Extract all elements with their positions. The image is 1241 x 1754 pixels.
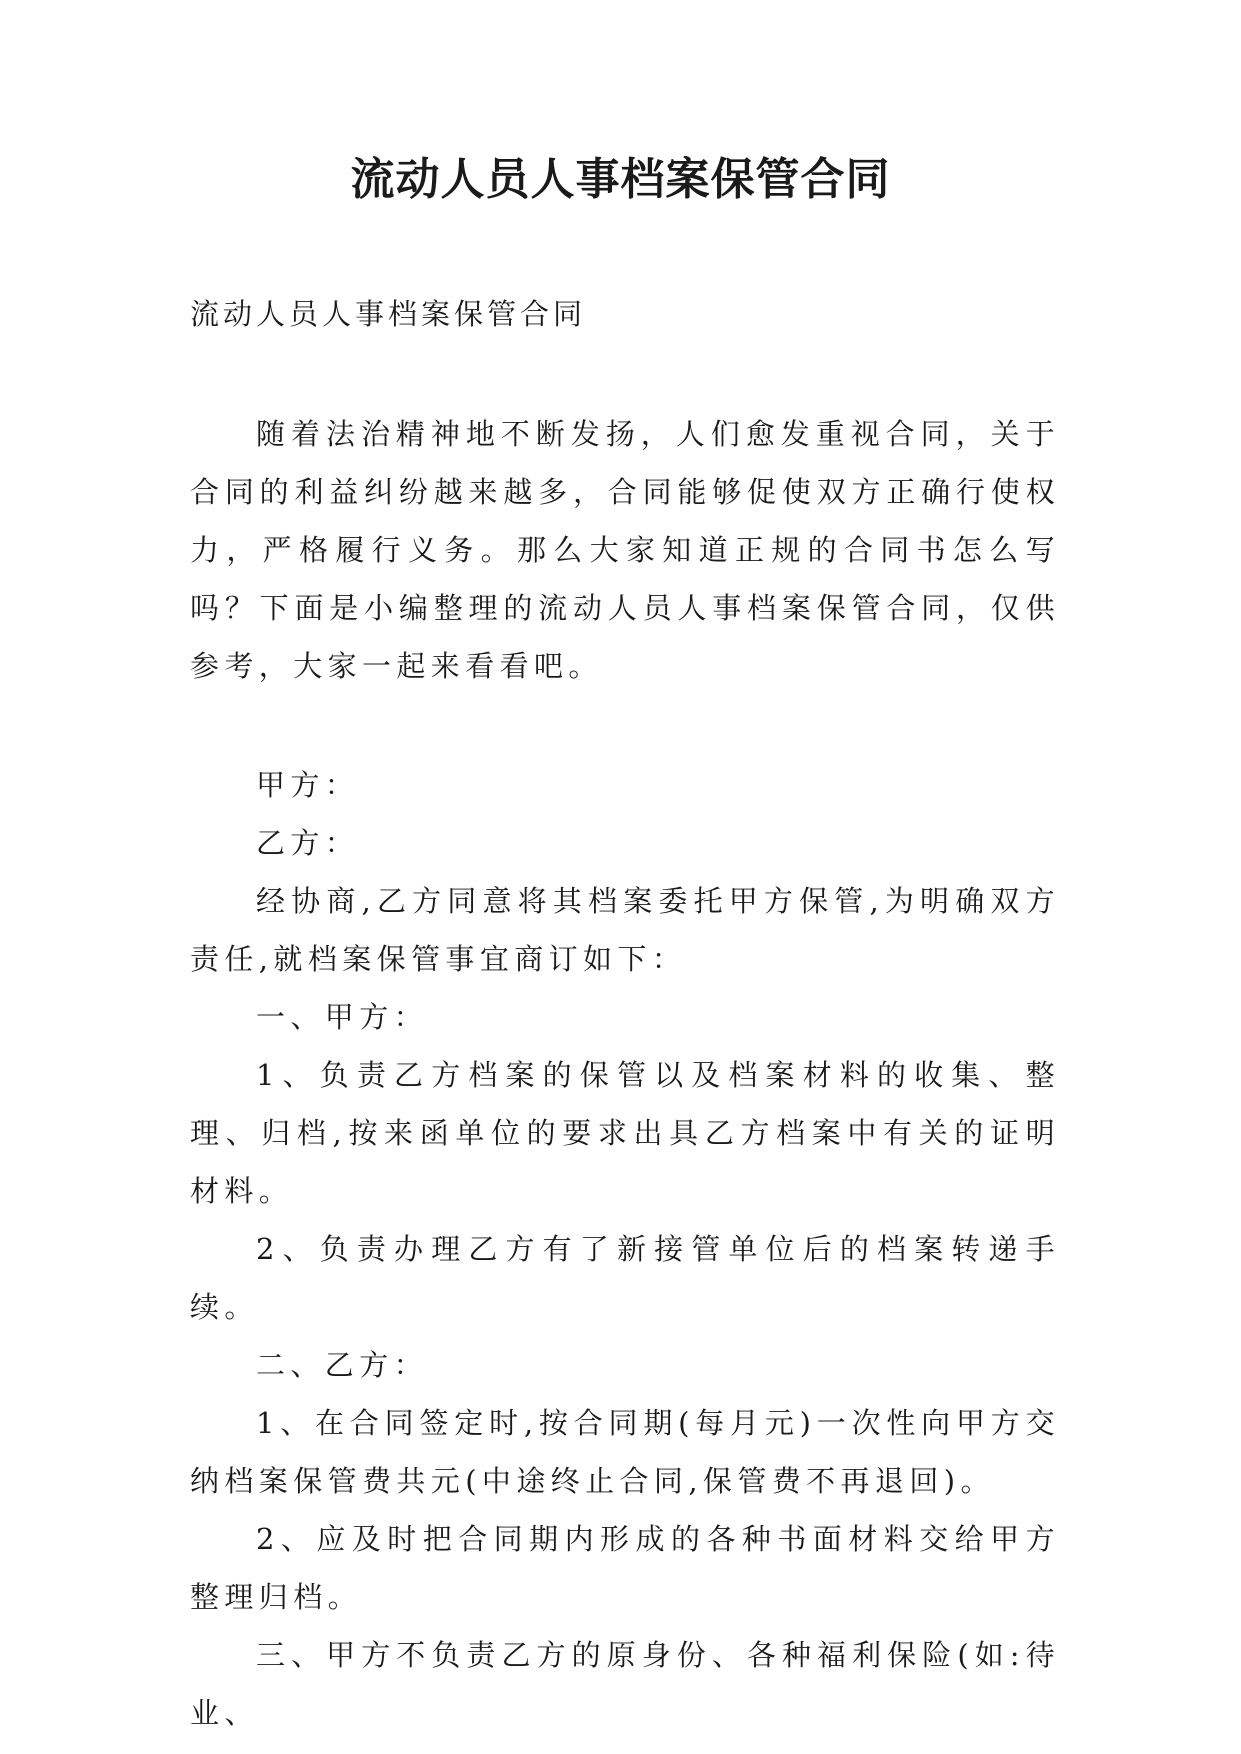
document-title: 流动人员人事档案保管合同 — [350, 154, 891, 205]
clause-paragraph: 1、在合同签定时,按合同期(每月元)一次性向甲方交纳档案保管费共元(中途终止合同,保管费不再退回)。 — [190, 1406, 1060, 1498]
party-b-line: 乙方： — [256, 826, 360, 860]
agreement-paragraph: 经协商,乙方同意将其档案委托甲方保管,为明确双方责任,就档案保管事宜商订如下： — [190, 884, 1060, 976]
clause-paragraph: 三、甲方不负责乙方的原身份、各种福利保险(如:待业、 — [190, 1638, 1060, 1730]
party-a-line: 甲方： — [256, 768, 360, 802]
clause-paragraph: 2、应及时把合同期内形成的各种书面材料交给甲方整理归档。 — [190, 1522, 1060, 1614]
section-heading-party-b: 二、乙方： — [256, 1348, 429, 1382]
clause-paragraph: 2、负责办理乙方有了新接管单位后的档案转递手续。 — [190, 1232, 1060, 1324]
contract-clauses — [190, 756, 1060, 1742]
document-subtitle: 流动人员人事档案保管合同 — [190, 297, 587, 331]
intro-paragraph: 随着法治精神地不断发扬，人们愈发重视合同，关于合同的利益纠纷越来越多，合同能够促使双方正确行使权力，严格履行义务。那么大家知道正规的合同书怎么写吗？下面是小编整理的流动人员人事档案保管合同，仅供参考，大家一起来看看吧。 — [190, 417, 1060, 683]
clause-paragraph: 1、负责乙方档案的保管以及档案材料的收集、整理、归档,按来函单位的要求出具乙方档案中有关的证明材料。 — [190, 1058, 1060, 1208]
section-heading-party-a: 一、甲方： — [256, 1000, 429, 1034]
